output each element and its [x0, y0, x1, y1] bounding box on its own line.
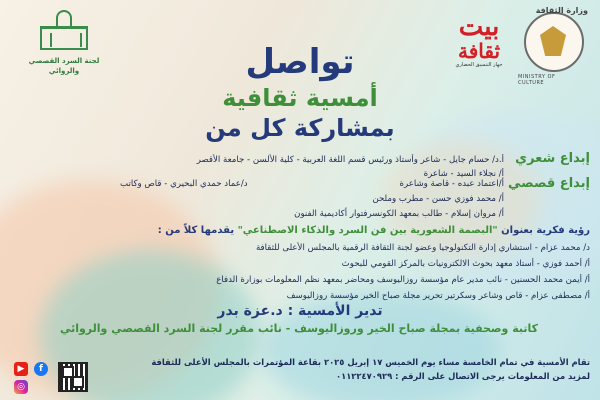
poetry-line: أ.د/ حسام جايل - شاعر وأستاذ ورئيس قسم اللغة العربية - كلية الألسن - جامعة الأقصر	[196, 155, 504, 165]
vision-line: د/ محمد عزام - استشاري إدارة التكنولوجيا وعضو لجنة الثقافة الرقمية بالمجلس الأعلى للثقافة	[255, 243, 590, 253]
story-heading: إبداع قصصي	[508, 176, 590, 191]
vision-heading: رؤية فكرية بعنوان "البصمة الشعورية بين فن السرد والذكاء الاصطناعي" يقدمها كلاً من :	[157, 225, 590, 236]
social-links	[10, 360, 90, 396]
ministry-of-culture-logo: وزارة الثقافة MINISTRY OF CULTURE	[518, 6, 588, 86]
vision-line: أ/ أحمد فوزي - أستاذ معهد بحوث الالكترونيات بالمركز القومي للبحوث	[341, 259, 590, 269]
subtitle: أمسية ثقافية	[222, 84, 378, 112]
story-side-line: د/عماد حمدي البحيري - قاص وكاتب	[120, 179, 248, 189]
facebook-icon[interactable]: f	[34, 362, 48, 376]
story-line: أ/اعتماد عبده - قاصة وشاعرة	[399, 179, 504, 189]
contact-line: لمزيد من المعلومات يرجى الاتصال على الرقم : ٠١١٢٢٤٧٠٩٢٩	[335, 371, 590, 381]
story-line: أ/ محمد فوزي حسن - مطرب وملحن	[372, 194, 504, 204]
red-brand-logo: بيت ثقافة جهاز التنسيق الحضاري	[455, 12, 503, 68]
poetry-heading: إبداع شعري	[515, 151, 590, 166]
vision-line: أ/ مصطفى عزام - قاص وشاعر وسكرتير تحرير مجلة صباح الخير مؤسسة روزاليوسف	[286, 291, 590, 301]
poetry-line: أ/ نجلاء السيد - شاعرة	[423, 169, 504, 179]
main-title: تواصل	[245, 42, 355, 82]
qr-code[interactable]	[58, 362, 88, 392]
moderator-description: كاتبة وصحفية بمجلة صباح الخير وروزاليوسف - نائب مقرر لجنة السرد القصصي والروائي	[59, 322, 539, 335]
youtube-icon[interactable]: ▶	[14, 362, 28, 376]
participants-heading: بمشاركة كل من	[205, 114, 395, 142]
vision-line: أ/ أيمن محمد الحسنين - نائب مدير عام مؤسسة روزاليوسف ومحاضر بمعهد نظم المعلومات بوزارة الدفاع	[216, 275, 590, 285]
supreme-council-logo: لجنة السرد القصصي والروائي	[14, 6, 114, 96]
moderator-title: تدير الأمسية : د.عزة بدر	[217, 303, 383, 319]
story-line: أ/ مروان إسلام - طالب بمعهد الكونسرفتوار أكاديمية الفنون	[294, 209, 504, 219]
event-time-line: تقام الأمسية في تمام الخامسة مساء يوم الخميس ١٧ إبريل ٢٠٢٥ بقاعة المؤتمرات بالمجلس الأعلى للثقافة	[151, 357, 590, 367]
instagram-icon[interactable]: ◎	[14, 380, 28, 394]
